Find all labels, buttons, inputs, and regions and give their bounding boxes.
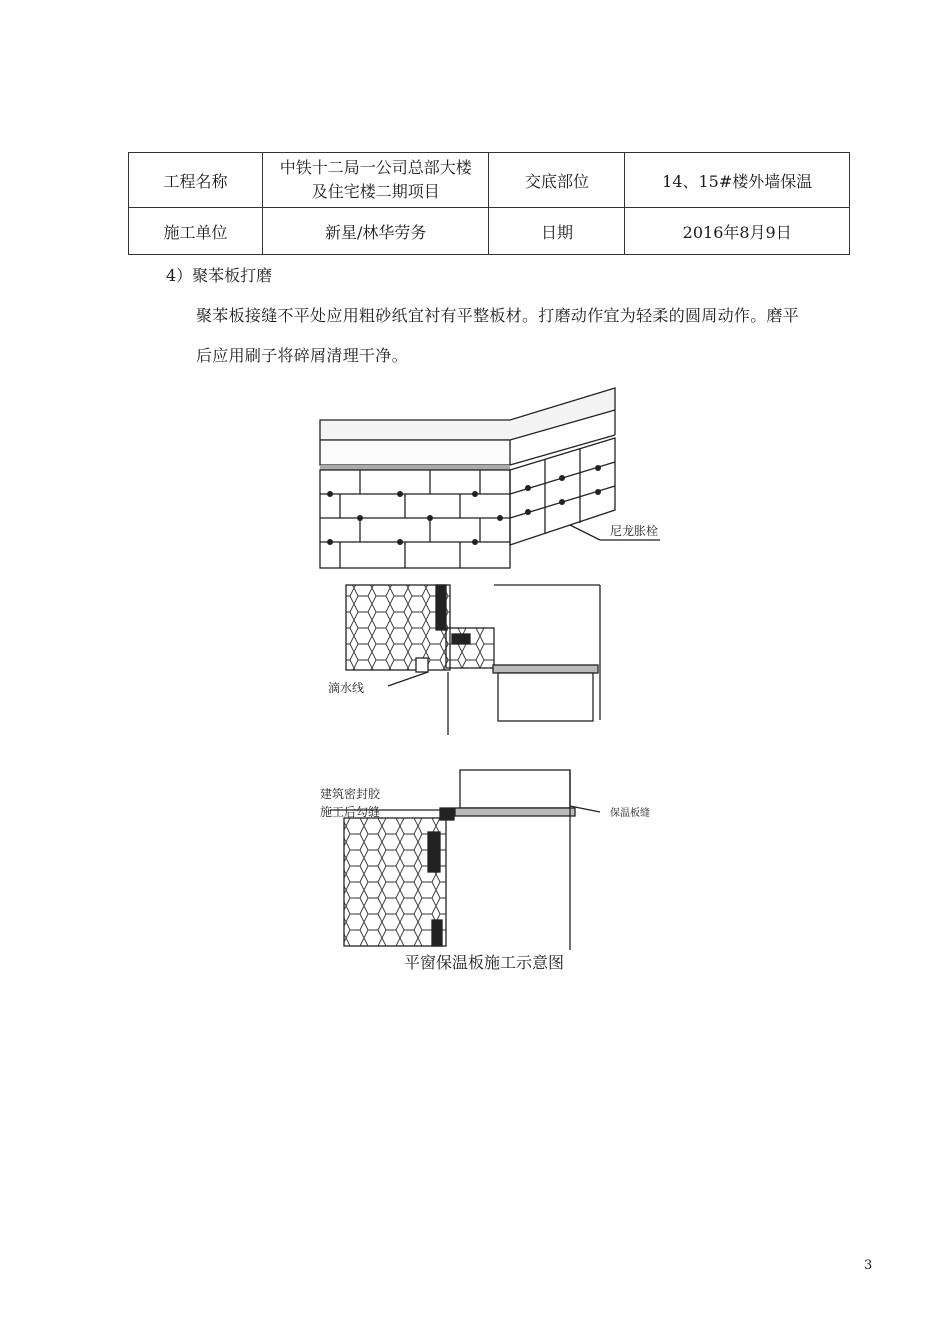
post-jointing-label: 施工后勾缝 bbox=[320, 805, 381, 819]
figure-caption: 平窗保温板施工示意图 bbox=[404, 953, 565, 972]
date-value: 2016年8月9日 bbox=[625, 208, 850, 255]
section-title: 4）聚苯板打磨 bbox=[166, 266, 273, 285]
sealant-label: 建筑密封胶 bbox=[320, 787, 381, 801]
drip-line-label: 滴水线 bbox=[328, 681, 365, 695]
drip-line-drawing bbox=[318, 580, 618, 740]
project-name-label: 工程名称 bbox=[129, 153, 263, 208]
construction-unit-value: 新星/林华劳务 bbox=[262, 208, 489, 255]
project-info-table bbox=[128, 152, 850, 255]
figure-sealant-joint bbox=[310, 770, 650, 950]
handover-location-value: 14、15#楼外墙保温 bbox=[625, 153, 850, 208]
section-paragraph bbox=[196, 296, 836, 376]
figure-wall-corner bbox=[300, 380, 680, 575]
project-name-value bbox=[262, 153, 489, 208]
date-label: 日期 bbox=[489, 208, 625, 255]
sealant-joint-drawing bbox=[310, 770, 650, 950]
construction-unit-label: 施工单位 bbox=[129, 208, 263, 255]
table-row bbox=[129, 208, 850, 255]
table-row bbox=[129, 153, 850, 208]
nylon-anchor-label: 尼龙胀栓 bbox=[610, 524, 659, 538]
paragraph-line-2: 后应用刷子将碎屑清理干净。 bbox=[196, 346, 408, 365]
project-name-line1: 中铁十二局一公司总部大楼 bbox=[279, 158, 472, 177]
board-joint-label: 保温板缝 bbox=[610, 808, 650, 819]
paragraph-line-1: 聚苯板接缝不平处应用粗砂纸宜衬有平整板材。打磨动作宜为轻柔的圆周动作。磨平 bbox=[196, 306, 800, 325]
page-number: 3 bbox=[864, 1258, 873, 1273]
wall-corner-drawing bbox=[300, 380, 680, 575]
figure-drip-line bbox=[318, 580, 618, 740]
handover-location-label: 交底部位 bbox=[489, 153, 625, 208]
project-name-line2: 及住宅楼二期项目 bbox=[311, 182, 440, 201]
